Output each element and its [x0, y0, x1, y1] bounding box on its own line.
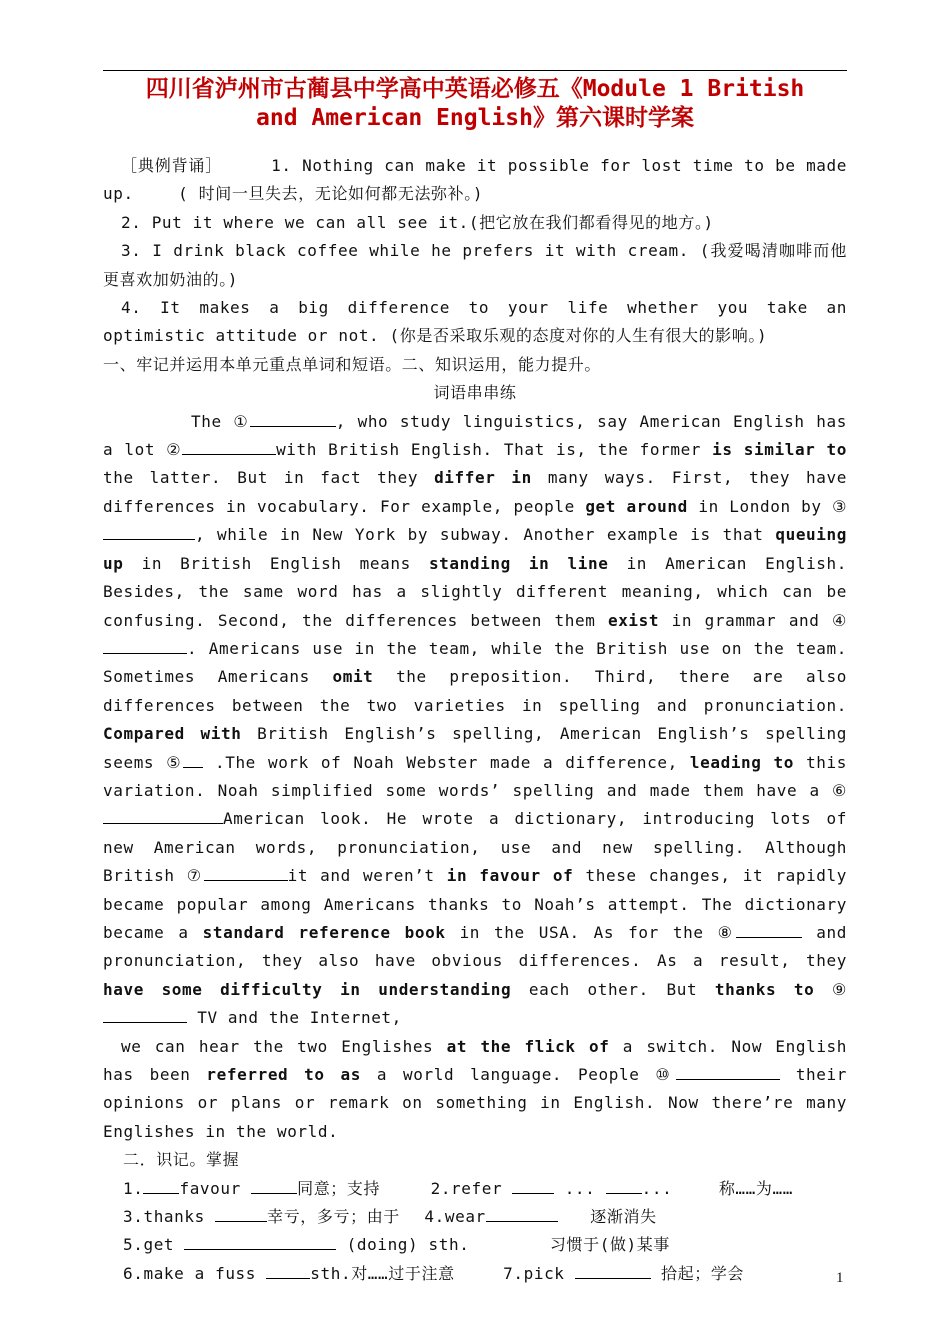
passage-text: we can hear the two Englishes [121, 1036, 447, 1056]
item-text: ... [641, 1178, 673, 1198]
key-phrase: referred to as [206, 1065, 361, 1084]
passage-continued [103, 1033, 847, 1147]
example-1-english: 1. Nothing can make it possible for lost time to be made up. [103, 156, 847, 204]
document-page [103, 70, 847, 1288]
key-phrase: queuing up [103, 525, 847, 573]
passage-text: The ① [191, 411, 250, 431]
passage-text: in grammar and ④ [659, 610, 847, 630]
blank-7[interactable] [204, 862, 288, 881]
passage-text: and pronunciation, they also have obvious differences. As a result, they [103, 922, 848, 971]
key-phrase: have some difficulty in understanding [103, 979, 512, 999]
key-phrase: thanks to [714, 979, 815, 999]
passage-text: a switch. Now English has been [103, 1036, 848, 1084]
blank-8[interactable] [736, 919, 802, 938]
item-text: 5.get [123, 1235, 175, 1255]
blank-2[interactable] [182, 436, 276, 455]
item-meaning: 幸亏，多亏；由于 [267, 1207, 400, 1227]
examples-label: ［典例背诵］ [121, 156, 223, 175]
item-meaning: sth.对……过于注意 [310, 1263, 455, 1283]
item-text: ... [564, 1178, 596, 1198]
memorize-row-4 [103, 1260, 847, 1288]
blank-favour[interactable] [143, 1175, 179, 1194]
blank-wear[interactable] [486, 1203, 558, 1222]
passage-text: their opinions or plans or remark on something in English. Now there’re many Englishes in the world. [103, 1065, 847, 1141]
passage-text: each other. But [511, 979, 715, 999]
passage-title: 词语串串练 [433, 383, 517, 403]
key-phrase: in favour of [446, 866, 574, 886]
memorize-row-1 [103, 1175, 847, 1203]
blank-5[interactable] [183, 749, 203, 768]
passage-text: in American English. Besides, the same word has a slightly different meaning, which can be confusing. Second, the differences between them [103, 553, 847, 630]
item-meaning: 逐渐消失 [590, 1207, 657, 1227]
key-phrase: get around [585, 496, 688, 516]
memorize-row-2 [103, 1203, 847, 1231]
title-line-2: and American English》第六课时学案 [256, 105, 694, 131]
passage-text: with British English. That is, the former [276, 440, 713, 460]
passage-text: many ways. First, they have differences in vocabulary. For example, people [103, 468, 847, 516]
item-text: 4.wear [424, 1207, 486, 1227]
blank-10[interactable] [676, 1061, 780, 1080]
item-meaning: 称……为…… [718, 1178, 793, 1198]
example-4: 4. It makes a big difference to your life whether you take an optimistic attitude or not. (你是否采取乐观的态度对你的人生有很大的影响。) [103, 298, 847, 346]
passage-text: it and weren’t [287, 866, 447, 886]
key-phrase: Compared with [103, 724, 242, 744]
key-phrase: omit [332, 667, 374, 687]
item-text: 3.thanks [123, 1207, 205, 1227]
key-phrase: standard reference book [202, 922, 446, 942]
passage-text: ⑨ [814, 979, 847, 999]
blank-refer-2[interactable] [606, 1175, 642, 1194]
passage-text: in British English means [123, 553, 429, 573]
passage-text: in London by ③ [687, 496, 848, 516]
blank-fuss[interactable] [266, 1260, 310, 1279]
blank-3[interactable] [103, 521, 195, 540]
section-2 [103, 1146, 847, 1288]
passage-text: , while in New York by subway. Another example is that [195, 525, 776, 545]
example-1-chinese: ( 时间一旦失去，无论如何都无法弥补。) [178, 184, 484, 204]
section-2-heading: 二．识记。掌握 [123, 1150, 240, 1170]
item-text: 1. [123, 1178, 144, 1198]
key-phrase: differ in [434, 468, 532, 488]
passage-text: . Americans use in the team, while the British use on the team. Sometimes Americans [103, 638, 847, 687]
key-phrase: standing in line [428, 553, 609, 573]
key-phrase: at the flick of [446, 1036, 610, 1056]
blank-thanks[interactable] [215, 1203, 267, 1222]
item-meaning: 习惯于(做)某事 [549, 1235, 670, 1255]
passage [103, 408, 847, 1033]
passage-text: .The work of Noah Webster made a difference, [202, 752, 690, 772]
document-title [103, 75, 847, 133]
key-phrase: is similar to [712, 440, 848, 460]
passage-text: a world language. People ⑩ [361, 1065, 676, 1084]
example-3: 3. I drink black coffee while he prefers it with cream. (我爱喝清咖啡而他更喜欢加奶油的。) [103, 241, 847, 289]
passage-text: this variation. Noah simplified some words’ spelling and made them have a ⑥ [103, 752, 847, 800]
passage-text: the preposition. Third, there are also differences between the two varieties in spelling and pronunciation. [103, 667, 847, 715]
item-text: 7.pick [503, 1263, 565, 1283]
passage-text: British English’s spelling, American English’s spelling seems ⑤ [103, 724, 847, 772]
title-line-1: 四川省泸州市古蔺县中学高中英语必修五《Module 1 British [145, 76, 805, 102]
key-phrase: leading to [689, 752, 795, 772]
passage-text: in the USA. As for the ⑧ [445, 922, 737, 942]
blank-4[interactable] [103, 635, 187, 654]
header-rule [103, 70, 847, 71]
key-phrase: exist [607, 610, 660, 630]
item-text: (doing) sth. [346, 1235, 470, 1255]
passage-text: , who study linguistics, say American English has a lot ② [103, 411, 847, 460]
memorize-row-3 [103, 1231, 847, 1259]
passage-text: the latter. But in fact they [103, 468, 435, 488]
blank-6[interactable] [103, 805, 223, 824]
blank-9[interactable] [103, 1004, 187, 1023]
passage-text: TV and the Internet, [187, 1008, 402, 1028]
item-meaning: 拾起；学会 [661, 1263, 745, 1283]
examples-section [103, 152, 847, 379]
blank-1[interactable] [250, 408, 336, 427]
tasks-line: 一、牢记并运用本单元重点单词和短语。二、知识运用，能力提升。 [103, 354, 602, 374]
blank-refer-1[interactable] [512, 1175, 554, 1194]
item-text: 2.refer [430, 1178, 503, 1198]
item-text: 6.make a fuss [123, 1263, 257, 1283]
blank-pick[interactable] [575, 1260, 651, 1279]
blank-favour-2[interactable] [251, 1175, 297, 1194]
passage-text: American look. He wrote a dictionary, introducing lots of new American words, pronunciation, use and new spelling. Although British ⑦ [103, 809, 847, 886]
page-number: 1 [836, 1270, 844, 1286]
item-meaning: 同意；支持 [297, 1178, 381, 1198]
example-1 [103, 152, 847, 209]
example-2: 2. Put it where we can all see it.(把它放在我们都看得见的地方。) [121, 212, 714, 232]
blank-get[interactable] [184, 1231, 336, 1250]
passage-text: these changes, it rapidly became popular among Americans thanks to Noah’s attempt. The dictionary became a [103, 866, 848, 942]
item-text: favour [179, 1178, 241, 1198]
